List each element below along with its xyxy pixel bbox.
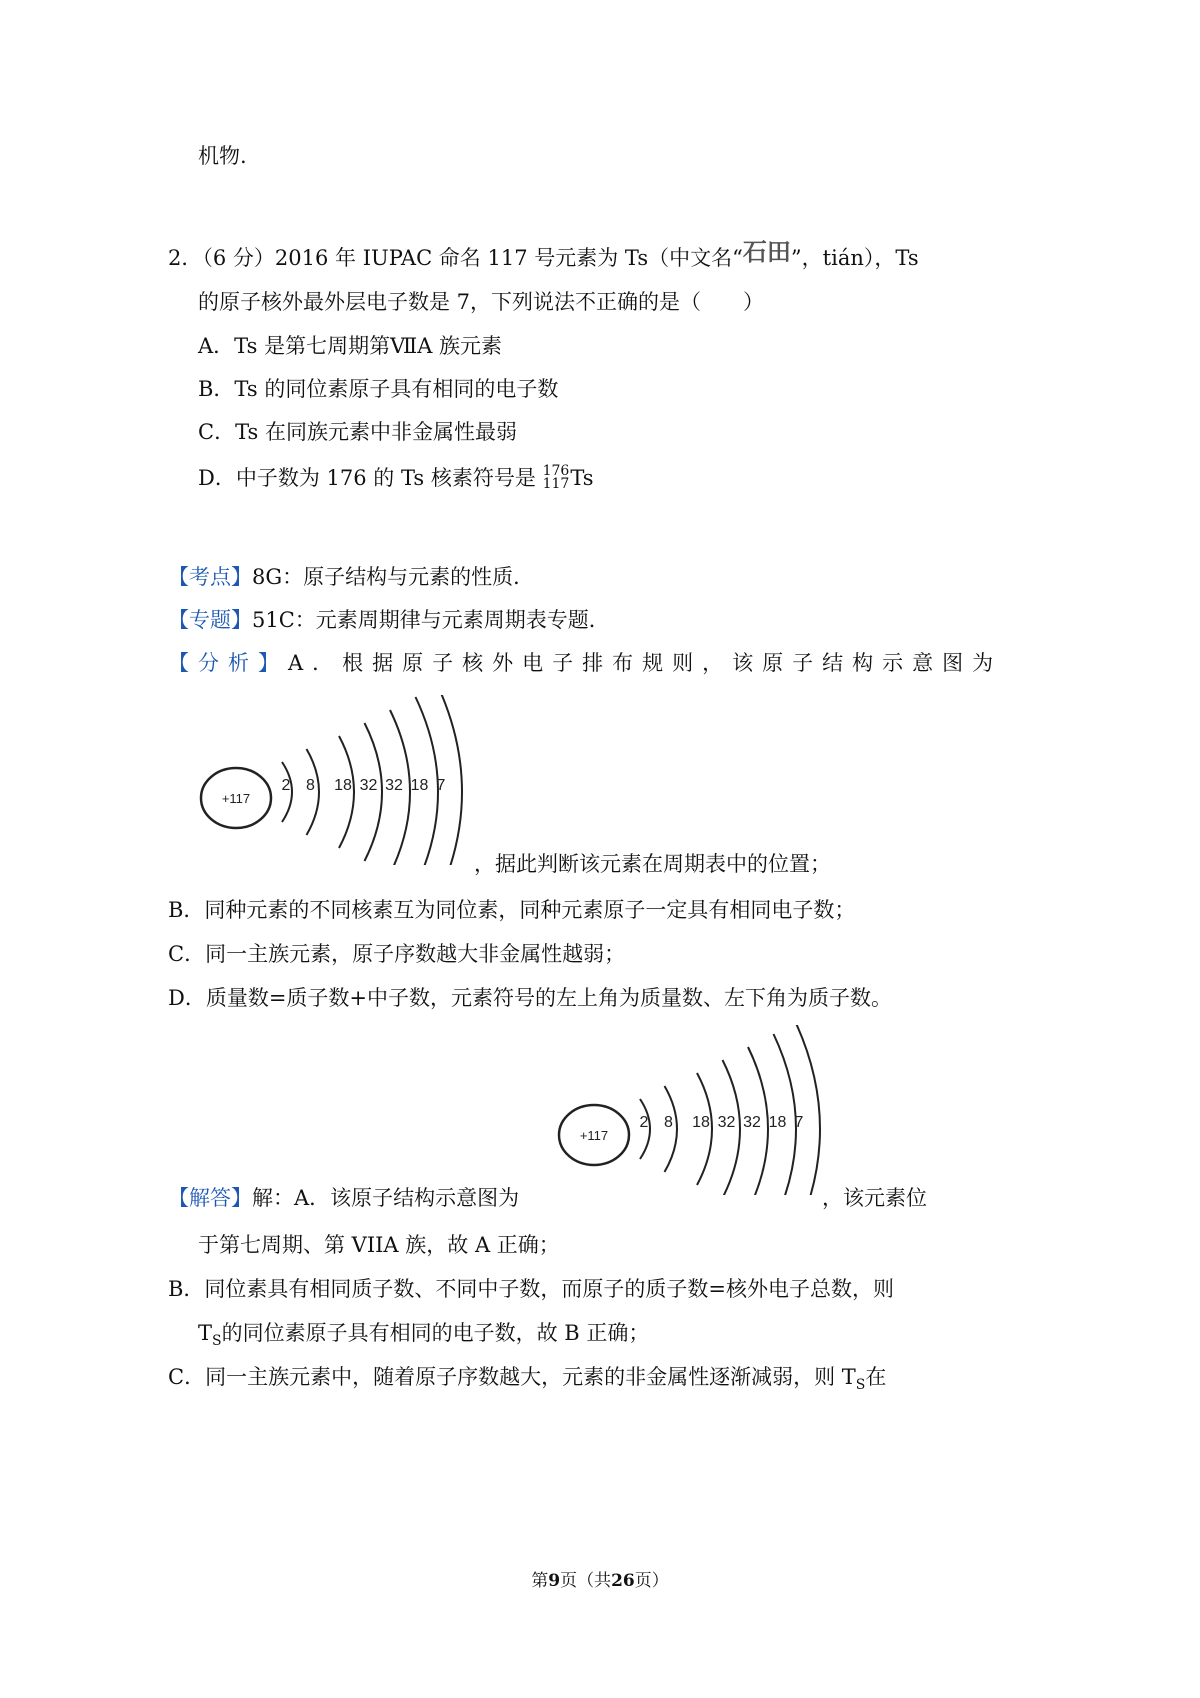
jieda-c-tail: 在 (865, 1365, 887, 1389)
jieda-b-line1: B．同位素具有相同质子数、不同中子数，而原子的质子数=核外电子总数，则 (168, 1277, 895, 1301)
footer-middle: 页（共 (560, 1571, 612, 1591)
shell-electron-count: 18 (768, 1114, 787, 1131)
option-a: A．Ts 是第七周期第ⅦA 族元素 (198, 334, 503, 358)
nucleus-label: +117 (221, 791, 251, 806)
atom-structure-diagram-1 (192, 695, 482, 865)
shell-electron-count: 18 (692, 1114, 710, 1131)
continued-text: 机物. (198, 144, 247, 168)
zhuanti-tag: 【专题】 (168, 608, 252, 632)
fenxi-text-a: A．根据原子核外电子排布规则，该原子结构示意图为 (288, 651, 1003, 675)
zhuanti-line (168, 605, 610, 635)
question-number: 2． (168, 246, 203, 270)
shell-electron-count: 7 (794, 1114, 804, 1131)
atomic-number: 117 (542, 475, 570, 492)
electron-shell-arc (795, 1025, 820, 1195)
shell-electron-count: 8 (306, 777, 315, 794)
option-d (198, 463, 594, 493)
ts-subscript: S (855, 1377, 866, 1394)
shell-electron-count: 8 (664, 1114, 673, 1131)
zhuanti-text: 51C：元素周期律与元素周期表专题． (252, 608, 610, 632)
jieda-tag: 【解答】 (168, 1186, 252, 1210)
jieda-line1 (168, 1183, 519, 1213)
fenxi-line1 (168, 648, 1002, 678)
jieda-line1-tail: ，该元素位 (822, 1186, 927, 1210)
jieda-b-text: 的同位素原子具有相同的电子数，故 B 正确； (221, 1321, 650, 1345)
fenxi-b: B．同种元素的不同核素互为同位素，同种元素原子一定具有相同电子数； (168, 898, 856, 922)
jieda-c-line1 (168, 1362, 886, 1400)
kaodian-tag: 【考点】 (168, 565, 252, 589)
question-stem-line2: 的原子核外最外层电子数是 7，下列说法不正确的是（ ） (198, 290, 765, 314)
footer-suffix: 页） (634, 1571, 669, 1591)
nucleus-label: +117 (579, 1128, 609, 1143)
mass-number: 176 (542, 462, 570, 479)
fenxi-tag: 【分析】 (168, 651, 288, 675)
jieda-text-a: 解：A．该原子结构示意图为 (252, 1186, 520, 1210)
shell-electron-count: 18 (334, 777, 352, 794)
jieda-line2: 于第七周期、第 VIIA 族，故 A 正确； (198, 1233, 560, 1257)
nucleus (201, 768, 271, 828)
nuclide-notation (542, 462, 570, 492)
atom-structure-diagram-2 (550, 1025, 840, 1195)
question-stem-a: （6 分）2016 年 IUPAC 命名 117 号元素为 Ts（中文名“ (202, 246, 743, 270)
kaodian-text: 8G：原子结构与元素的性质． (252, 565, 535, 589)
option-b: B．Ts 的同位素原子具有相同的电子数 (198, 377, 559, 401)
kaodian-line (168, 562, 534, 592)
ts-subscript: S (212, 1333, 222, 1350)
option-c: C．Ts 在同族元素中非金属性最弱 (198, 420, 517, 444)
element-symbol: Ts (570, 466, 594, 490)
footer-prefix: 第 (531, 1571, 549, 1591)
shell-electron-count: 7 (436, 777, 446, 794)
page-footer (0, 1566, 1200, 1591)
shell-electron-count: 2 (639, 1114, 649, 1131)
nucleus (559, 1105, 629, 1165)
fenxi-after-diagram: ，据此判断该元素在周期表中的位置； (474, 852, 831, 876)
shell-electron-count: 32 (717, 1114, 736, 1131)
fenxi-d: D．质量数=质子数+中子数，元素符号的左上角为质量数、左下角为质子数。 (168, 986, 893, 1010)
question-stem-line1 (168, 237, 919, 273)
shell-electron-count: 32 (359, 777, 378, 794)
jieda-c-text: C．同一主族元素中，随着原子序数越大，元素的非金属性逐渐减弱，则 T (168, 1365, 856, 1389)
fenxi-c: C．同一主族元素，原子序数越大非金属性越弱； (168, 942, 626, 966)
shell-electron-count: 18 (410, 777, 429, 794)
option-d-text: D．中子数为 176 的 Ts 核素符号是 (198, 466, 536, 490)
ts-symbol: T (198, 1321, 213, 1345)
shell-electron-count: 32 (385, 777, 403, 794)
shell-electron-count: 2 (281, 777, 291, 794)
tian-glyph-image: 石田 (742, 237, 791, 266)
total-pages: 26 (611, 1571, 635, 1591)
jieda-b-line2 (198, 1318, 649, 1356)
page-number: 9 (548, 1571, 561, 1591)
question-stem-b: ”，tián），Ts (790, 246, 919, 270)
shell-electron-count: 32 (743, 1114, 761, 1131)
